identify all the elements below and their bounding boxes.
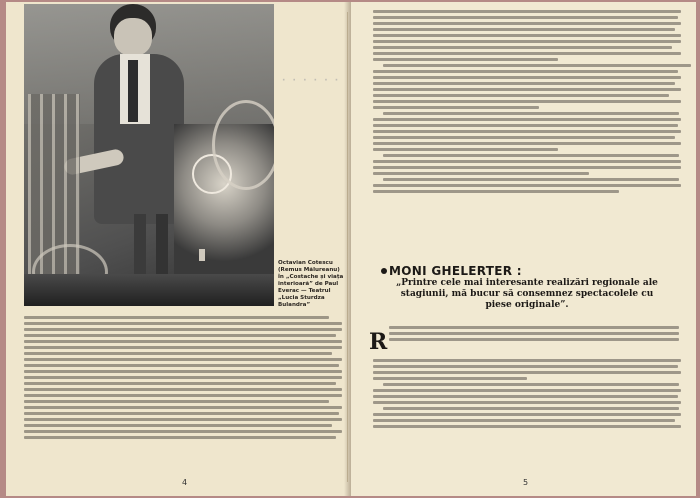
pull-quote: „Printre cele mai interesante realizări regionale ale stagiunii, mă bucur să consemnez spectacolele cu piese originale”.	[396, 278, 658, 310]
right-page	[351, 2, 696, 496]
left-body-text	[24, 314, 342, 442]
heading-bullet-icon	[381, 268, 387, 274]
photo-caption: Octavian Cotescu (Remus Mălureanu) în „Costache și viața interioară” de Paul Everac — Teatrul „Lucia Sturdza Bulandra”	[278, 260, 344, 308]
right-body-text	[373, 357, 681, 431]
interview-heading: MONI GHELERTER :	[389, 264, 522, 278]
book-spread	[6, 2, 696, 496]
faded-stamp: · · · · · ·	[282, 76, 341, 86]
drop-cap: R	[369, 329, 388, 355]
left-page	[6, 2, 351, 496]
right-page-number: 5	[523, 478, 529, 487]
right-body-text-indent	[389, 324, 679, 344]
left-page-number: 4	[182, 478, 188, 487]
production-photo	[24, 4, 274, 306]
right-top-text	[373, 8, 681, 196]
